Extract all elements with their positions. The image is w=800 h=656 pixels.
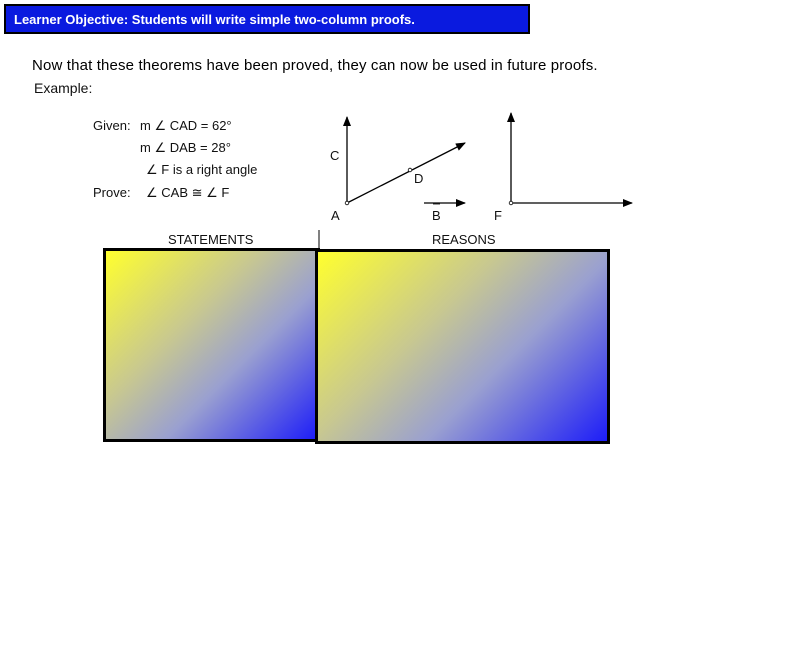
point-f-label: F (494, 208, 502, 223)
statements-header: STATEMENTS (168, 232, 254, 247)
learner-objective-banner: Learner Objective: Students will write simple two-column proofs. (4, 4, 530, 34)
point-f-dot (509, 201, 513, 205)
point-a-dot (345, 201, 349, 205)
given-line-2: m ∠ DAB = 28° (140, 140, 231, 155)
reasons-column-box[interactable] (315, 249, 610, 444)
ray-ad (347, 143, 465, 203)
example-label: Example: (34, 80, 93, 96)
given-line-3: ∠ F is a right angle (146, 162, 258, 177)
reasons-header: REASONS (432, 232, 496, 247)
given-line-1: m ∠ CAD = 62° (140, 118, 232, 133)
prove-label: Prove: (93, 185, 131, 200)
point-a-label: A (331, 208, 340, 223)
prove-statement: ∠ CAB ≅ ∠ F (146, 185, 230, 200)
point-d-dot (408, 168, 412, 172)
point-b-label: B (432, 208, 441, 223)
intro-text: Now that these theorems have been proved, they can now be used in future proofs. (32, 57, 598, 74)
point-c-label: C (330, 148, 340, 163)
given-label: Given: (93, 118, 131, 133)
point-d-label: D (414, 171, 424, 186)
statements-column-box[interactable] (103, 248, 320, 442)
